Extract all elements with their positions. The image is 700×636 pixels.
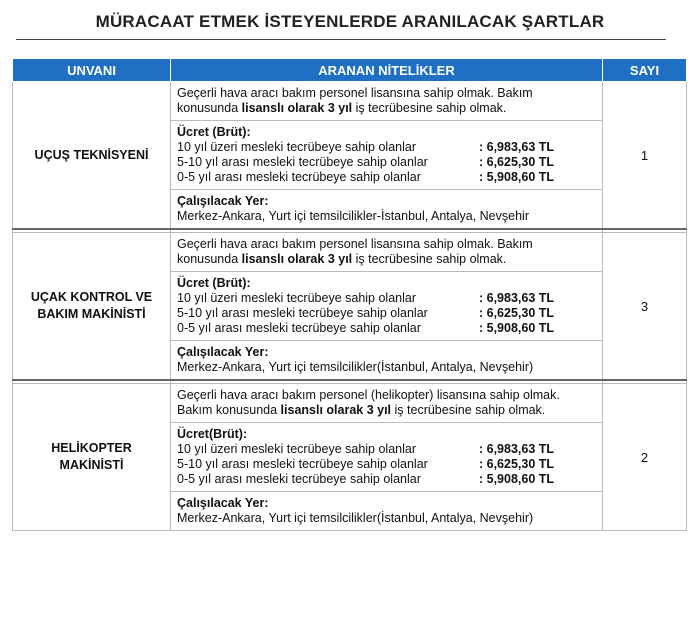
salary-cell (171, 272, 603, 341)
salary-label: 10 yıl üzeri mesleki tecrübeye sahip olanlar (177, 140, 417, 154)
salary-label: 5-10 yıl arası mesleki tecrübeye sahip olanlar (177, 155, 428, 169)
header-sayi: SAYI (603, 59, 687, 82)
location-text: Merkez-Ankara, Yurt içi temsilcilikler-İstanbul, Antalya, Nevşehir (177, 209, 529, 223)
salary-row (177, 140, 596, 155)
location-cell (171, 492, 603, 531)
location-title: Çalışılacak Yer: (177, 345, 269, 359)
position-title-line: MAKİNİSTİ (59, 458, 124, 472)
position-title-line: HELİKOPTER (51, 441, 132, 455)
requirement-highlight: lisanslı olarak 3 yıl (280, 403, 392, 417)
position-count: 1 (603, 82, 687, 230)
table-body (13, 82, 687, 531)
salary-value: : 5,908,60 TL (479, 170, 555, 184)
requirement-text: Geçerli hava aracı bakım personel (helikopter) lisansına sahip olmak. Bakım konusunda (177, 388, 560, 417)
salary-value: : 5,908,60 TL (479, 321, 555, 335)
requirement-text-end: iş tecrübesine sahip olmak. (394, 403, 546, 417)
location-title: Çalışılacak Yer: (177, 496, 269, 510)
salary-title: Ücret (Brüt): (177, 276, 251, 290)
requirement-text: Geçerli hava aracı bakım personel lisansına sahip olmak. Bakım konusunda (177, 86, 533, 115)
position-title-line: UÇAK KONTROL VE (30, 290, 153, 304)
salary-row (177, 472, 596, 487)
requirement-highlight: lisanslı olarak 3 yıl (241, 252, 353, 266)
header-unvan: UNVANI (13, 59, 171, 82)
position-title (13, 384, 171, 531)
position-row (13, 82, 687, 121)
requirement-cell (171, 82, 603, 121)
header-nitelik: ARANAN NİTELİKLER (171, 59, 603, 82)
salary-value: : 6,983,63 TL (479, 140, 555, 154)
position-title-line: UÇUŞ TEKNİSYENİ (34, 147, 149, 162)
salary-row (177, 457, 596, 472)
salary-row (177, 170, 596, 185)
position-title (13, 82, 171, 230)
salary-label: 0-5 yıl arası mesleki tecrübeye sahip olanlar (177, 170, 421, 184)
salary-row (177, 291, 596, 306)
location-text: Merkez-Ankara, Yurt içi temsilcilikler(İstanbul, Antalya, Nevşehir) (177, 360, 534, 374)
location-text: Merkez-Ankara, Yurt içi temsilcilikler(İstanbul, Antalya, Nevşehir) (177, 511, 534, 525)
salary-label: 5-10 yıl arası mesleki tecrübeye sahip olanlar (177, 457, 428, 471)
position-count: 3 (603, 233, 687, 381)
requirement-text-end: iş tecrübesine sahip olmak. (355, 252, 507, 266)
salary-value: : 6,625,30 TL (479, 155, 555, 169)
position-row (13, 384, 687, 423)
salary-label: 10 yıl üzeri mesleki tecrübeye sahip olanlar (177, 291, 417, 305)
requirement-cell (171, 384, 603, 423)
salary-value: : 6,625,30 TL (479, 306, 555, 320)
position-count: 2 (603, 384, 687, 531)
requirement-text: Geçerli hava aracı bakım personel lisansına sahip olmak. Bakım konusunda (177, 237, 533, 266)
salary-row (177, 442, 596, 457)
salary-value: : 6,983,63 TL (479, 442, 555, 456)
position-row (13, 233, 687, 272)
salary-label: 5-10 yıl arası mesleki tecrübeye sahip olanlar (177, 306, 428, 320)
location-title: Çalışılacak Yer: (177, 194, 269, 208)
salary-row (177, 155, 596, 170)
requirements-table (12, 58, 687, 531)
title-divider (16, 39, 666, 40)
location-cell (171, 190, 603, 230)
salary-cell (171, 121, 603, 190)
salary-row (177, 321, 596, 336)
salary-value: : 6,625,30 TL (479, 457, 555, 471)
position-title-line: BAKIM MAKİNİSTİ (37, 307, 146, 321)
salary-label: 10 yıl üzeri mesleki tecrübeye sahip olanlar (177, 442, 417, 456)
salary-title: Ücret (Brüt): (177, 125, 251, 139)
salary-title: Ücret(Brüt): (177, 427, 248, 441)
salary-value: : 5,908,60 TL (479, 472, 555, 486)
position-title (13, 233, 171, 381)
salary-value: : 6,983,63 TL (479, 291, 555, 305)
requirement-highlight: lisanslı olarak 3 yıl (241, 101, 353, 115)
requirement-text-end: iş tecrübesine sahip olmak. (355, 101, 507, 115)
page-title: MÜRACAAT ETMEK İSTEYENLERDE ARANILACAK ŞARTLAR (95, 12, 605, 31)
requirement-cell (171, 233, 603, 272)
salary-label: 0-5 yıl arası mesleki tecrübeye sahip olanlar (177, 472, 421, 486)
salary-cell (171, 423, 603, 492)
salary-label: 0-5 yıl arası mesleki tecrübeye sahip olanlar (177, 321, 421, 335)
location-cell (171, 341, 603, 381)
salary-row (177, 306, 596, 321)
header-row (13, 59, 687, 82)
